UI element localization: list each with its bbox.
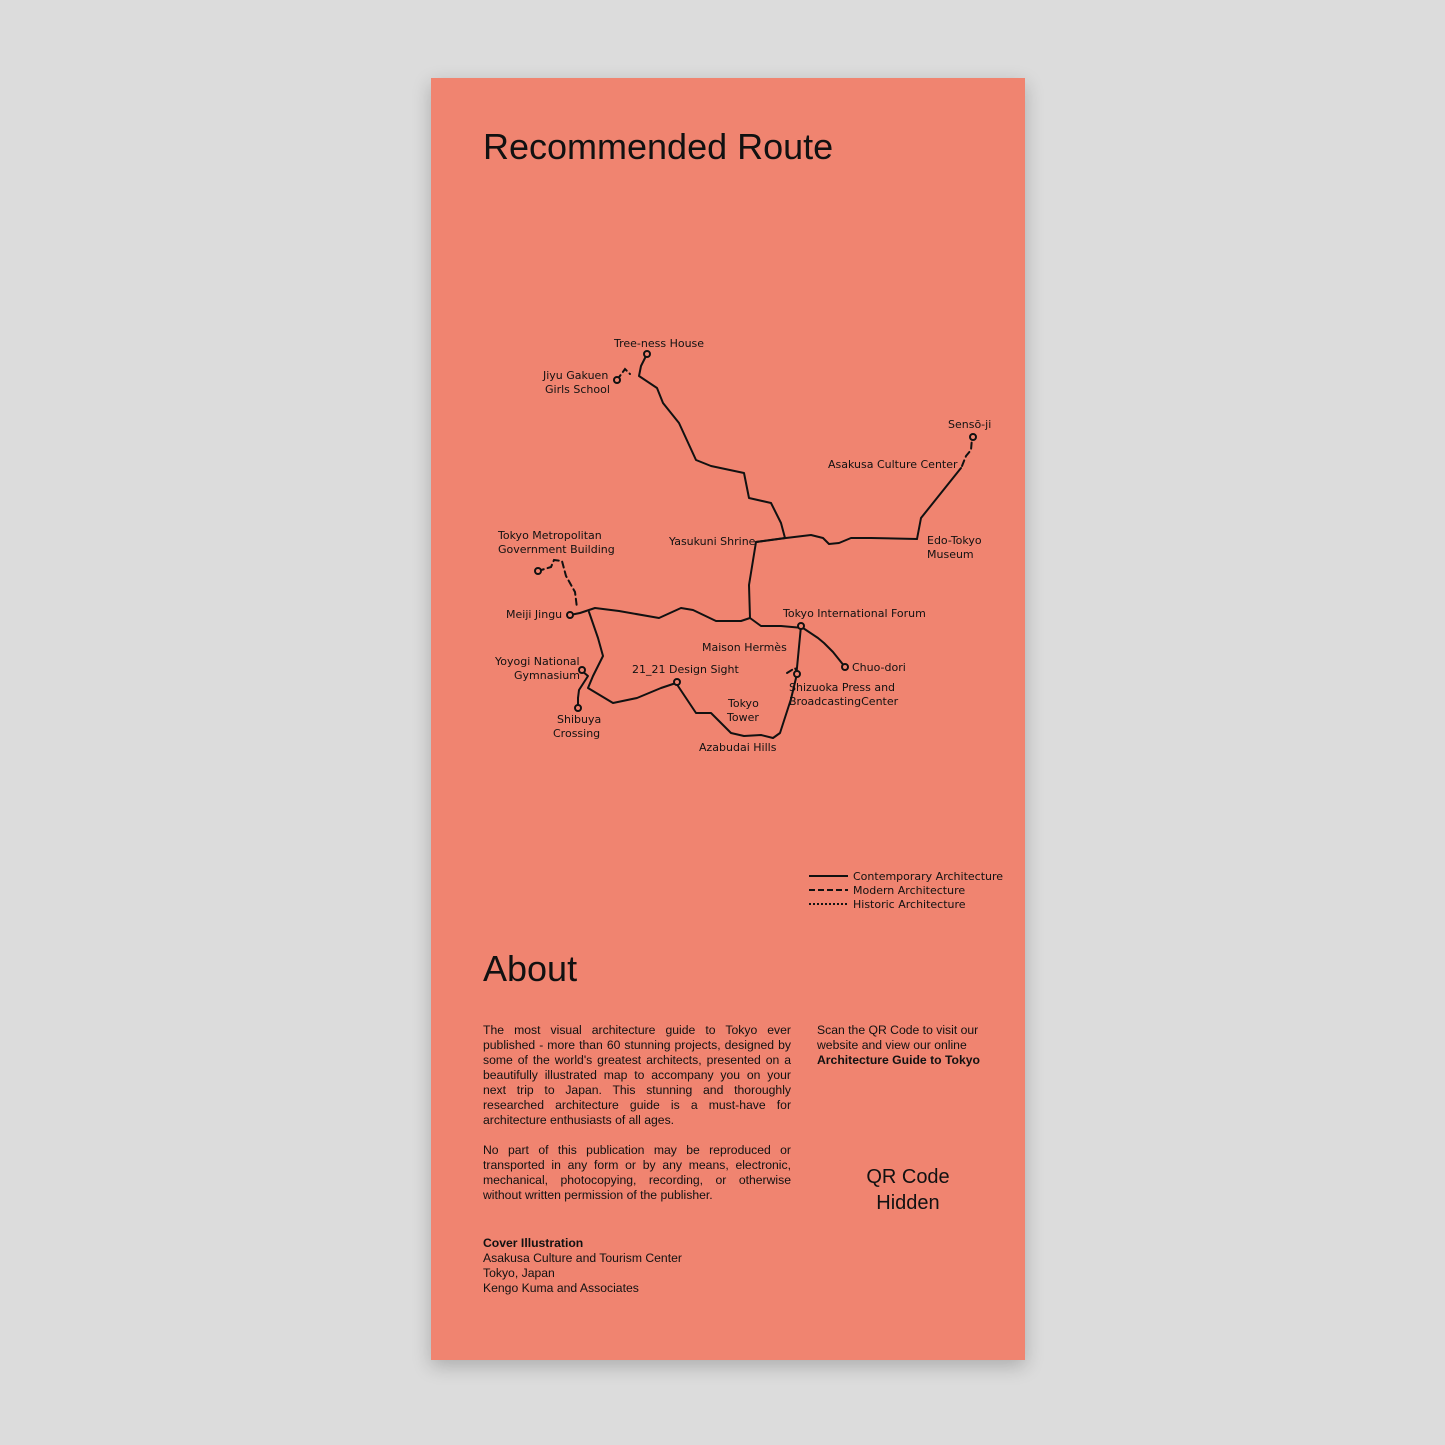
label-senso-ji: Sensō-ji <box>948 418 992 431</box>
about-paragraph-copyright: No part of this publication may be reproduced or transported in any form or by any means, electronic, mechanical, photocopying, recording, or otherwise without written permission of the publisher. <box>483 1143 791 1202</box>
cover-location: Tokyo, Japan <box>483 1266 555 1280</box>
qr-line-2: Hidden <box>876 1192 940 1214</box>
route-line-senso-dashed <box>962 438 972 466</box>
stop-marker-senso-ji <box>970 434 976 440</box>
label-edo-tokyo-museum: Edo-Tokyo Museum <box>927 534 982 561</box>
route-line-metropolitan <box>538 560 577 608</box>
stop-marker-jiyu <box>614 377 620 383</box>
label-design-sight: 21_21 Design Sight <box>632 663 739 676</box>
qr-code-placeholder[interactable] <box>833 1164 983 1216</box>
qr-line-1: QR Code <box>866 1166 950 1188</box>
label-yoyogi-gymnasium: Yoyogi National Gymnasium <box>495 655 580 682</box>
scan-instructions <box>817 1023 1007 1068</box>
legend-label-modern: Modern Architecture <box>853 884 966 897</box>
route-title: Recommended Route <box>483 126 834 167</box>
label-jiyu-gakuen: Jiyu Gakuen Girls School <box>543 369 610 396</box>
about-paragraph-description: The most visual architecture guide to Tokyo ever published - more than 60 stunning projects, designed by some of the world's greatest architects, presented on a beautifully illustrated map to accompany you on your next trip to Japan. This stunning and thoroughly researched architecture guide is a must-have for architecture enthusiasts of all ages. <box>483 1023 791 1127</box>
stop-marker-shibuya <box>575 705 581 711</box>
guide-link[interactable]: Architecture Guide to Tokyo <box>817 1053 980 1067</box>
route-line-north <box>639 354 785 538</box>
brochure-panel <box>431 78 1025 1360</box>
stop-marker-forum <box>798 623 804 629</box>
stop-marker-meiji <box>567 612 573 618</box>
label-maison-hermes: Maison Hermès <box>702 641 787 654</box>
map-legend <box>809 876 848 904</box>
stop-marker-chuo-dori <box>842 664 848 670</box>
label-azabudai-hills: Azabudai Hills <box>699 741 777 754</box>
legend-label-historic: Historic Architecture <box>853 898 966 911</box>
cover-heading: Cover Illustration <box>483 1236 584 1250</box>
stop-marker-tree-ness <box>644 351 650 357</box>
cover-credits <box>483 1236 803 1296</box>
cover-architect: Kengo Kuma and Associates <box>483 1281 639 1295</box>
about-title: About <box>483 948 578 989</box>
label-asakusa-culture-center: Asakusa Culture Center <box>828 458 958 471</box>
label-shizuoka-press: Shizuoka Press and BroadcastingCenter <box>789 681 899 708</box>
label-tree-ness-house: Tree-ness House <box>614 337 705 350</box>
cover-building: Asakusa Culture and Tourism Center <box>483 1251 682 1265</box>
label-tokyo-metropolitan: Tokyo Metropolitan Government Building <box>498 529 615 556</box>
route-line-senso <box>917 468 961 539</box>
label-tokyo-tower: Tokyo Tower <box>727 697 759 724</box>
label-chuo-dori: Chuo-dori <box>852 661 906 674</box>
scan-text: Scan the QR Code to visit our website and view our online <box>817 1023 979 1052</box>
stop-marker-design-sight <box>674 679 680 685</box>
about-body <box>483 1023 791 1218</box>
stop-marker-metropolitan <box>535 568 541 574</box>
legend-label-contemporary: Contemporary Architecture <box>853 870 1004 883</box>
label-meiji-jingu: Meiji Jingu <box>506 608 563 621</box>
label-tokyo-international-forum: Tokyo International Forum <box>783 607 926 620</box>
label-yasukuni-shrine: Yasukuni Shrine <box>669 535 756 548</box>
stop-marker-shizuoka <box>794 671 800 677</box>
label-shibuya-crossing: Shibuya Crossing <box>553 713 602 740</box>
